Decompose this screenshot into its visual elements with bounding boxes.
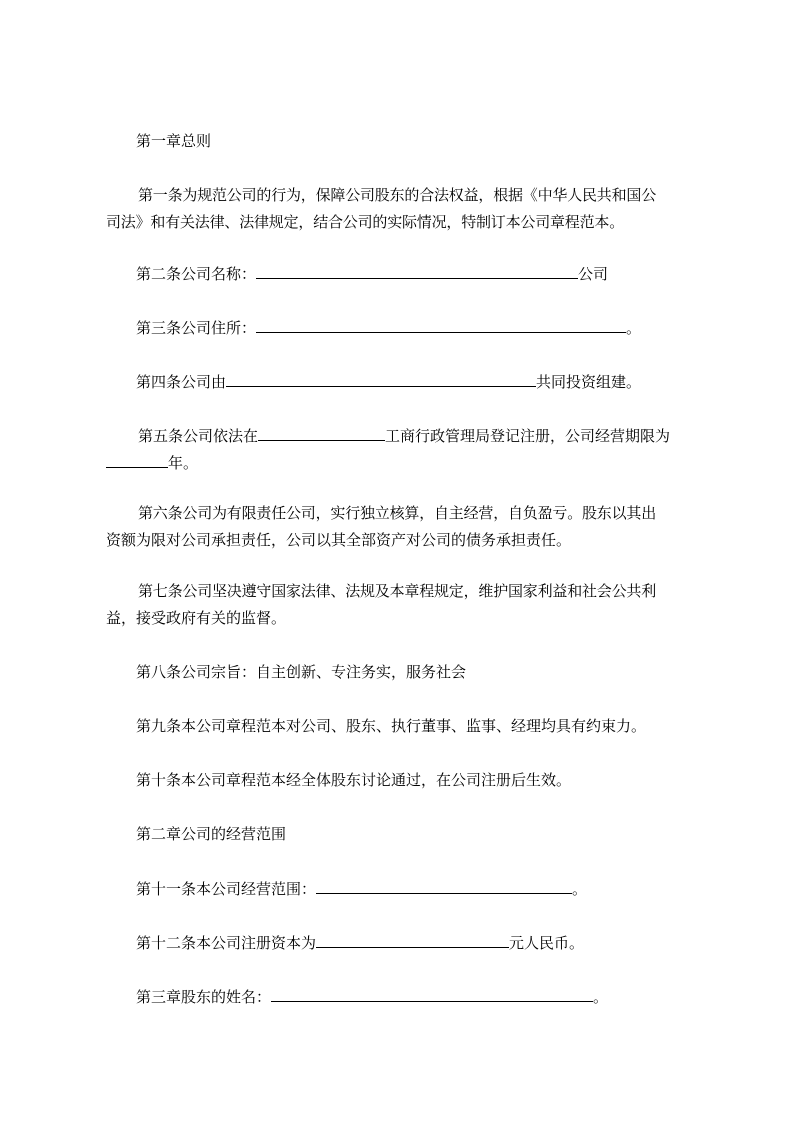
investors-blank[interactable] [226,371,536,387]
article-2 [136,263,608,283]
article-4 [136,371,641,391]
article-1-line-1: 第一条为规范公司的行为，保障公司股东的合法权益，根据《中华人民共和国公 [138,186,657,204]
article-4-suffix: 共同投资组建。 [536,373,642,391]
article-9: 第九条本公司章程范本对公司、股东、执行董事、监事、经理均具有约束力。 [136,717,647,735]
company-address-blank[interactable] [256,317,626,333]
chapter-3-prefix: 第三章股东的姓名： [136,988,272,1006]
chapter-1-heading: 第一章总则 [136,132,212,150]
registered-capital-blank[interactable] [316,932,509,948]
article-3 [136,317,641,337]
chapter-3-heading [136,986,608,1006]
company-name-blank[interactable] [256,263,578,279]
article-12-suffix: 元人民币。 [509,934,585,952]
operating-term-blank[interactable] [106,452,168,468]
registration-authority-blank[interactable] [258,425,385,441]
article-11-suffix: 。 [572,880,588,898]
article-11-prefix: 第十一条本公司经营范围： [136,880,317,898]
article-7-line-2: 益，接受政府有关的监督。 [106,609,287,627]
article-6-line-1: 第六条公司为有限责任公司，实行独立核算，自主经营，自负盈亏。股东以其出 [138,504,657,522]
article-7-line-1: 第七条公司坚决遵守国家法律、法规及本章程规定，维护国家利益和社会公共利 [138,582,657,600]
article-2-prefix: 第二条公司名称： [136,265,257,283]
article-12 [136,932,584,952]
article-12-prefix: 第十二条本公司注册资本为 [136,934,317,952]
article-2-suffix: 公司 [578,265,609,283]
article-1-line-2: 司法》和有关法律、法律规定，结合公司的实际情况，特制订本公司章程范本。 [106,213,625,231]
article-3-prefix: 第三条公司住所： [136,319,257,337]
article-3-suffix: 。 [626,319,642,337]
article-5-line-1 [138,425,670,445]
article-10: 第十条本公司章程范本经全体股东讨论通过，在公司注册后生效。 [136,771,572,789]
shareholder-names-blank[interactable] [271,986,593,1002]
article-4-prefix: 第四条公司由 [136,373,227,391]
article-5-suffix: 工商行政管理局登记注册，公司经营期限为 [385,427,671,445]
business-scope-blank[interactable] [316,878,572,894]
article-5-prefix: 第五条公司依法在 [138,427,259,445]
article-5-line-2 [106,452,198,472]
chapter-3-suffix: 。 [593,988,609,1006]
article-5-line-2-suffix: 年。 [168,454,199,472]
article-11 [136,878,587,898]
article-8: 第八条公司宗旨：自主创新、专注务实，服务社会 [136,663,467,681]
article-6-line-2: 资额为限对公司承担责任，公司以其全部资产对公司的债务承担责任。 [106,531,572,549]
chapter-2-heading: 第二章公司的经营范围 [136,825,287,843]
